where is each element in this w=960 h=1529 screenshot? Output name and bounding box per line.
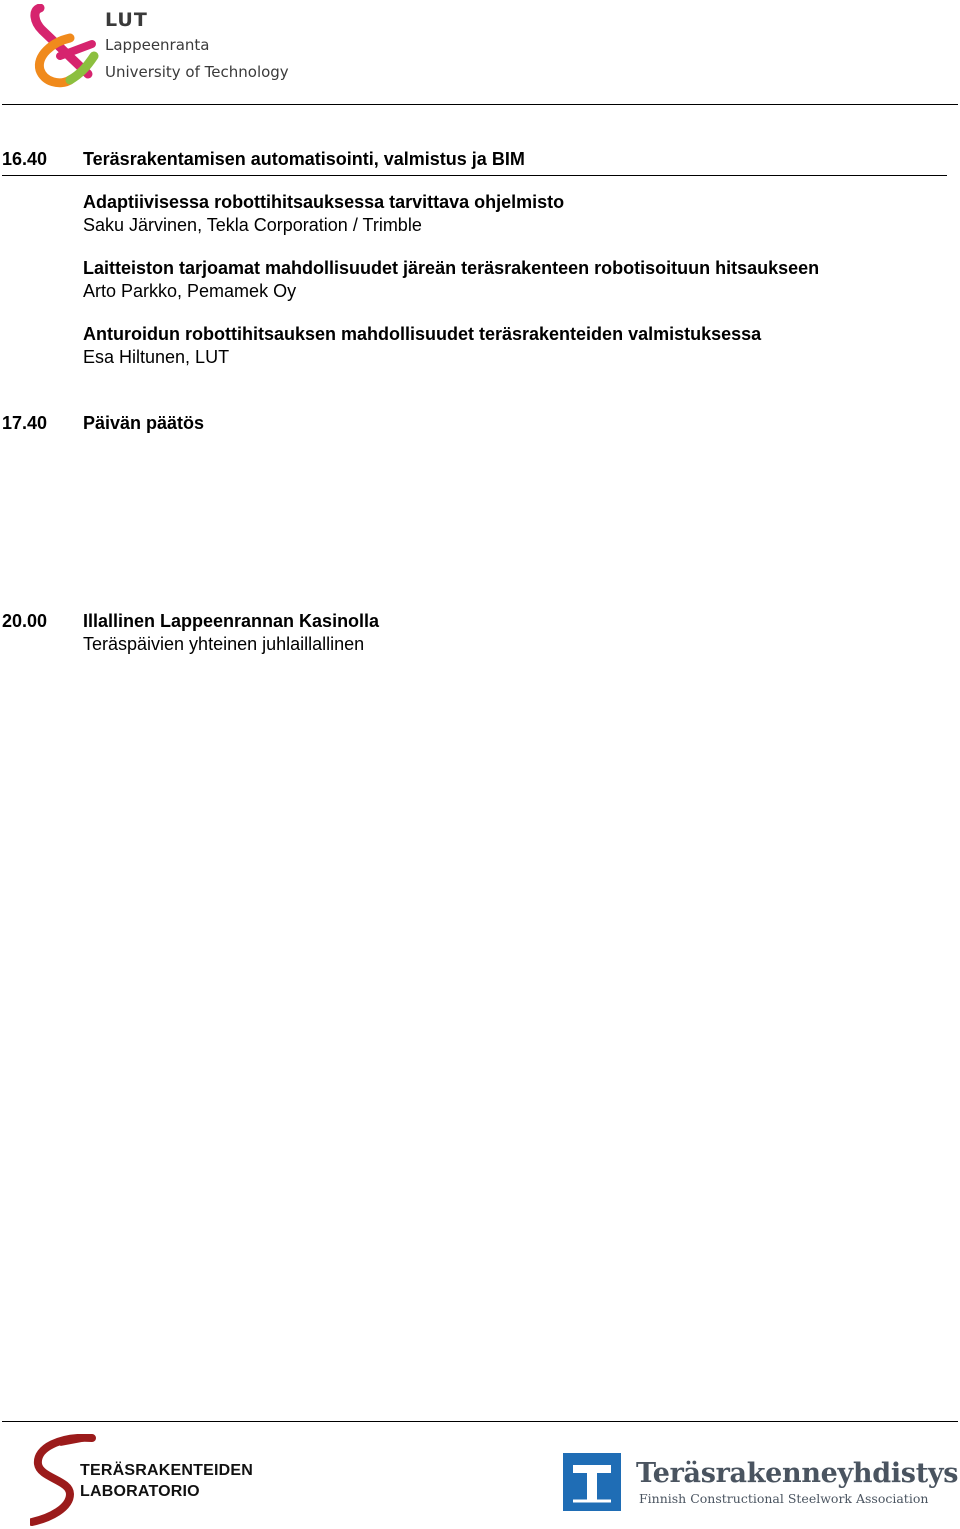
session-divider bbox=[2, 175, 947, 176]
session-subtitle: Teräspäivien yhteinen juhlaillallinen bbox=[83, 634, 365, 654]
steel-lab-wordmark bbox=[80, 1460, 253, 1502]
talk-speaker: Arto Parkko, Pemamek Oy bbox=[83, 281, 297, 301]
talk-item bbox=[83, 191, 564, 237]
talk-title: Anturoidun robottihitsauksen mahdollisuudet teräsrakenteiden valmistuksessa bbox=[83, 324, 762, 344]
lut-abbrev: LUT bbox=[105, 9, 148, 31]
session-title: Illallinen Lappeenrannan Kasinolla bbox=[83, 611, 380, 631]
steel-lab-line2: LABORATORIO bbox=[80, 1483, 200, 1500]
lut-wordmark bbox=[105, 8, 289, 85]
header-divider bbox=[2, 104, 958, 105]
steel-association-name: Teräsrakenneyhdistys bbox=[636, 1458, 959, 1489]
session-time: 16.40 bbox=[2, 149, 48, 169]
talk-item bbox=[83, 257, 819, 303]
talk-speaker: Saku Järvinen, Tekla Corporation / Trimble bbox=[83, 215, 422, 235]
talk-title: Laitteiston tarjoamat mahdollisuudet järeän teräsrakenteen robotisoituun hitsaukseen bbox=[83, 258, 820, 278]
talk-item bbox=[83, 323, 761, 369]
lut-university-name: University of Technology bbox=[105, 63, 289, 81]
session-title: Teräsrakentamisen automatisointi, valmistus ja BIM bbox=[83, 149, 525, 169]
session-title: Päivän päätös bbox=[83, 413, 205, 433]
lut-city: Lappeenranta bbox=[105, 36, 210, 54]
steel-lab-line1: TERÄSRAKENTEIDEN bbox=[80, 1462, 253, 1479]
talk-speaker: Esa Hiltunen, LUT bbox=[83, 347, 230, 367]
talk-title: Adaptiivisessa robottihitsauksessa tarvittava ohjelmisto bbox=[83, 192, 565, 212]
footer-divider bbox=[2, 1421, 958, 1422]
lut-ampersand-logo-icon bbox=[30, 4, 100, 88]
session-time: 20.00 bbox=[2, 611, 48, 631]
session-time: 17.40 bbox=[2, 413, 48, 433]
page-header bbox=[0, 0, 960, 106]
steel-association-subtitle: Finnish Constructional Steelwork Association bbox=[639, 1491, 929, 1506]
teraesrakenneyhdistys-t-logo-icon bbox=[563, 1453, 621, 1511]
